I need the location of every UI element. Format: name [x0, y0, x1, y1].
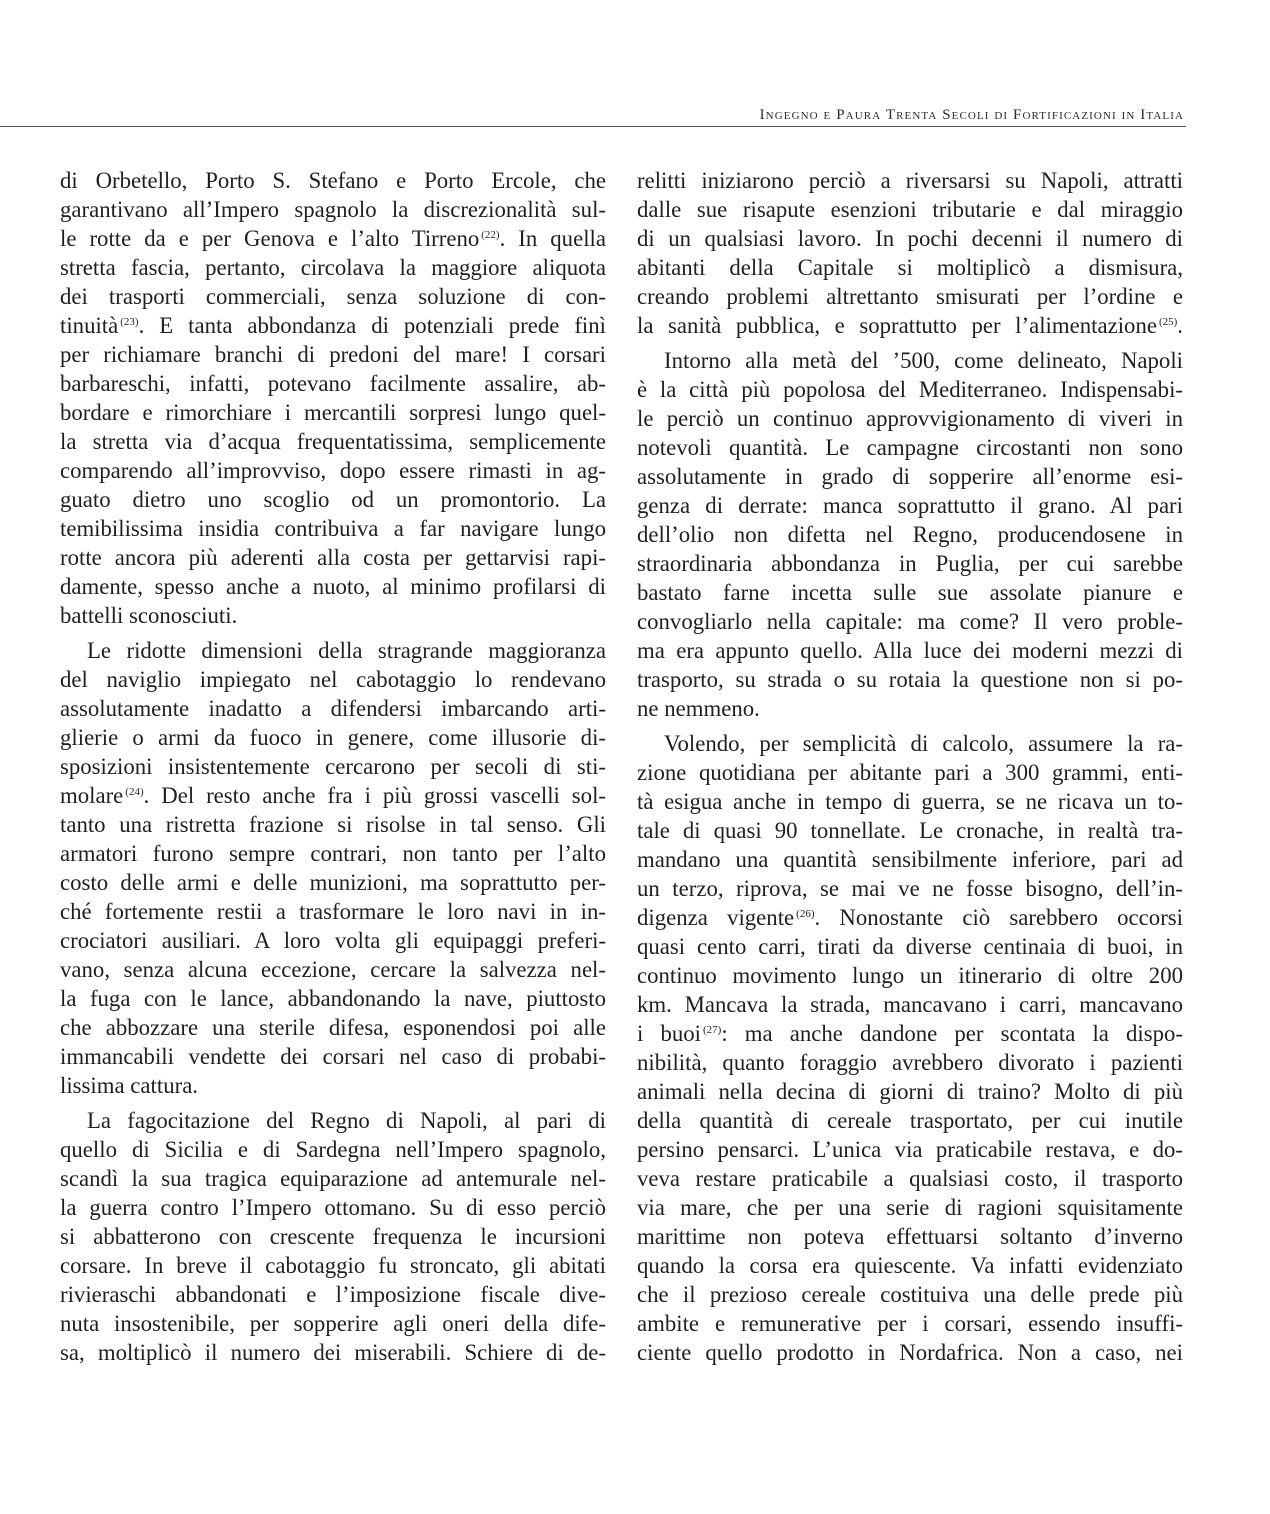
text-line: corsare. In breve il cabotaggio fu stroncato, gli abitati: [60, 1253, 606, 1278]
footnote-ref-23: (23): [120, 316, 139, 328]
text-line: genza di derrate: manca soprattutto il grano. Al pari: [637, 493, 1183, 518]
text-line: continuo movimento lungo un itinerario di oltre 200: [637, 963, 1183, 988]
text-line: [637, 1019, 1183, 1048]
text-line: [637, 903, 1183, 932]
text-line: bastato farne incetta sulle sue assolate pianure e: [637, 580, 1183, 605]
text-line: dei trasporti commerciali, senza soluzione di con-: [60, 284, 606, 309]
text-line: immancabili vendette dei corsari nel caso di probabi-: [60, 1044, 606, 1069]
line-text: .: [1177, 313, 1183, 338]
text-line: quando la corsa era quiescente. Va infatti evidenziato: [637, 1253, 1183, 1278]
footnote-ref-25: (25): [1158, 316, 1178, 328]
text-line: creando problemi altrettanto smisurati per l’ordine e: [637, 284, 1183, 309]
text-line: del naviglio impiegato nel cabotaggio lo rendevano: [60, 667, 606, 692]
text-line: sposizioni insistentemente cercarono per secoli di sti-: [60, 754, 606, 779]
text-line: ne nemmeno.: [637, 696, 760, 721]
text-line: crociatori ausiliari. A loro volta gli equipaggi preferi-: [60, 928, 606, 953]
line-text: . E tanta abbondanza di potenziali prede finì: [138, 313, 606, 338]
text-line: Volendo, per semplicità di calcolo, assumere la ra-: [664, 731, 1183, 756]
running-head: [0, 0, 1270, 130]
text-line: convogliarlo nella capitale: ma come? Il vero proble-: [637, 609, 1183, 634]
left-column: [60, 166, 606, 1367]
text-line: un terzo, riprova, se mai ve ne fosse bisogno, dell’in-: [637, 876, 1183, 901]
text-line: costo delle armi e delle munizioni, ma soprattutto per-: [60, 870, 606, 895]
line-text: la sanità pubblica, e soprattutto per l’alimentazione: [637, 313, 1157, 338]
paragraph: [637, 166, 1183, 340]
text-line: ciente quello prodotto in Nordafrica. Non a caso, nei: [637, 1340, 1183, 1365]
text-line: quello di Sicilia e di Sardegna nell’Impero spagnolo,: [60, 1137, 606, 1162]
text-line: la stretta via d’acqua frequentatissima, semplicemente: [60, 429, 606, 454]
text-line: tanto una ristretta frazione si risolse in tal senso. Gli: [60, 812, 606, 837]
text-line: lissima cattura.: [60, 1073, 199, 1098]
paragraph: [637, 729, 1183, 1367]
text-line: la fuga con le lance, abbandonando la nave, piuttosto: [60, 986, 606, 1011]
text-line: Le ridotte dimensioni della stragrande maggioranza: [87, 638, 606, 663]
text-line: veva restare praticabile a qualsiasi costo, il trasporto: [637, 1166, 1183, 1191]
text-line: relitti iniziarono perciò a riversarsi su Napoli, attratti: [637, 168, 1183, 193]
text-line: ma era appunto quello. Alla luce dei moderni mezzi di: [637, 638, 1183, 663]
footnote-ref-22: (22): [481, 229, 500, 241]
text-line: abitanti della Capitale si moltiplicò a dismisura,: [637, 255, 1183, 280]
text-line: nuta insostenibile, per sopperire agli oneri della dife-: [60, 1311, 606, 1336]
text-line: trasporto, su strada o su rotaia la questione non si po-: [637, 667, 1183, 692]
text-line: le perciò un continuo approvvigionamento di viveri in: [637, 406, 1183, 431]
right-column: [637, 166, 1183, 1367]
text-line: per richiamare branchi di predoni del mare! I corsari: [60, 342, 606, 367]
text-line: Intorno alla metà del ’500, come delineato, Napoli: [664, 348, 1183, 373]
text-line: che il prezioso cereale costituiva una delle prede più: [637, 1282, 1183, 1307]
text-line: zione quotidiana per abitante pari a 300 grammi, enti-: [637, 760, 1183, 785]
text-line: persino pensarci. L’unica via praticabile restava, e do-: [637, 1137, 1183, 1162]
text-line: notevoli quantità. Le campagne circostanti non sono: [637, 435, 1183, 460]
line-text: le rotte da e per Genova e l’alto Tirreno: [60, 226, 480, 251]
text-line: ambite e remunerative per i corsari, essendo insuffi-: [637, 1311, 1183, 1336]
text-line: tale di quasi 90 tonnellate. Le cronache, in realtà tra-: [637, 818, 1183, 843]
footnote-ref-26: (26): [796, 908, 815, 920]
text-line: di un qualsiasi lavoro. In pochi decenni il numero di: [637, 226, 1183, 251]
text-line: sa, moltiplicò il numero dei miserabili. Schiere di de-: [60, 1340, 606, 1365]
text-line: vano, senza alcuna eccezione, cercare la salvezza nel-: [60, 957, 606, 982]
text-line: comparendo all’improvviso, dopo essere rimasti in ag-: [60, 458, 606, 483]
paragraph: [60, 636, 606, 1100]
text-line: ché fortemente restii a trasformare le loro navi in in-: [60, 899, 606, 924]
text-line: animali nella decina di giorni di traino? Molto di più: [637, 1079, 1183, 1104]
text-line: nibilità, quanto foraggio avrebbero divorato i pazienti: [637, 1050, 1183, 1075]
text-line: quasi cento carri, tirati da diverse centinaia di buoi, in: [637, 934, 1183, 959]
line-text: . Del resto anche fra i più grossi vascelli sol-: [143, 783, 606, 808]
text-line: marittime non poteva effettuarsi soltanto d’inverno: [637, 1224, 1183, 1249]
text-line: battelli sconosciuti.: [60, 603, 238, 628]
line-text: molare: [60, 783, 124, 808]
text-line: si abbatterono con crescente frequenza le incursioni: [60, 1224, 606, 1249]
text-line: assolutamente in grado di sopperire all’enorme esi-: [637, 464, 1183, 489]
text-line: [60, 781, 606, 810]
text-line: La fagocitazione del Regno di Napoli, al pari di: [87, 1108, 606, 1133]
text-line: è la città più popolosa del Mediterraneo. Indispensabi-: [637, 377, 1183, 402]
text-line: dalle sue risapute esenzioni tributarie e dal miraggio: [637, 197, 1183, 222]
text-line: dell’olio non difetta nel Regno, producendosene in: [637, 522, 1183, 547]
text-line: scandì la sua tragica equiparazione ad antemurale nel-: [60, 1166, 606, 1191]
text-line: rotte ancora più aderenti alla costa per gettarvisi rapi-: [60, 545, 606, 570]
text-line: garantivano all’Impero spagnolo la discrezionalità sul-: [60, 197, 606, 222]
line-text: : ma anche dandone per scontata la dispo-: [721, 1021, 1184, 1046]
text-line: di Orbetello, Porto S. Stefano e Porto Ercole, che: [60, 168, 606, 193]
text-line: damente, spesso anche a nuoto, al minimo profilarsi di: [60, 574, 606, 599]
text-line: che abbozzare una sterile difesa, esponendosi poi alle: [60, 1015, 606, 1040]
header-rule: [0, 126, 1186, 127]
text-line: guato dietro uno scoglio od un promontorio. La: [60, 487, 606, 512]
text-line: rivieraschi abbandonati e l’imposizione fiscale dive-: [60, 1282, 606, 1307]
text-line: glierie o armi da fuoco in genere, come illusorie di-: [60, 725, 606, 750]
line-text: i buoi: [637, 1021, 701, 1046]
footnote-ref-24: (24): [125, 786, 144, 798]
text-line: km. Mancava la strada, mancavano i carri, mancavano: [637, 992, 1183, 1017]
text-line: bordare e rimorchiare i mercantili sorpresi lungo quel-: [60, 400, 606, 425]
text-line: straordinaria abbondanza in Puglia, per cui sarebbe: [637, 551, 1183, 576]
line-text: . Nonostante ciò sarebbero occorsi: [814, 905, 1183, 930]
line-text: . In quella: [499, 226, 606, 251]
text-line: della quantità di cereale trasportato, per cui inutile: [637, 1108, 1183, 1133]
text-line: via mare, che per una serie di ragioni squisitamente: [637, 1195, 1183, 1220]
line-text: tinuità: [60, 313, 119, 338]
paragraph: [637, 346, 1183, 723]
running-title: Ingegno e Paura Trenta Secoli di Fortificazioni in Italia: [759, 107, 1184, 123]
text-line: tà esigua anche in tempo di guerra, se ne ricava un to-: [637, 789, 1183, 814]
text-line: [60, 224, 606, 253]
text-line: [637, 311, 1183, 340]
text-line: armatori furono sempre contrari, non tanto per l’alto: [60, 841, 606, 866]
text-line: la guerra contro l’Impero ottomano. Su di esso perciò: [60, 1195, 606, 1220]
paragraph: [60, 1106, 606, 1367]
text-line: barbareschi, infatti, potevano facilmente assalire, ab-: [60, 371, 606, 396]
footnote-ref-27: (27): [703, 1024, 722, 1036]
text-line: assolutamente inadatto a difendersi imbarcando arti-: [60, 696, 606, 721]
paragraph: [60, 166, 606, 630]
text-line: stretta fascia, pertanto, circolava la maggiore aliquota: [60, 255, 606, 280]
text-line: [60, 311, 606, 340]
line-text: digenza vigente: [637, 905, 795, 930]
text-line: mandano una quantità sensibilmente inferiore, pari ad: [637, 847, 1183, 872]
text-line: temibilissima insidia contribuiva a far navigare lungo: [60, 516, 606, 541]
